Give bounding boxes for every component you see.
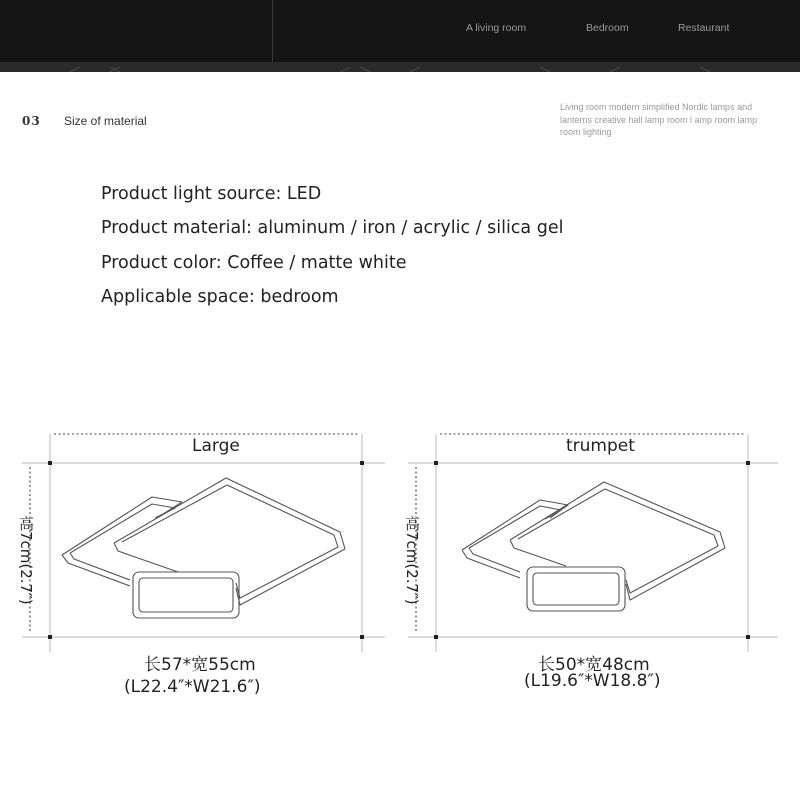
- small-lamp-outline: [462, 482, 725, 611]
- small-height-label: 高7cm(2.7″): [403, 516, 421, 605]
- nav-item-living-room[interactable]: A living room: [466, 22, 527, 34]
- small-size-in: (L19.6″*W18.8″): [524, 671, 661, 691]
- header-pattern-strip: [0, 62, 800, 72]
- large-height-label: 高7cm(2.7″): [17, 516, 35, 605]
- large-dimension-arrows: [30, 434, 358, 633]
- header-bar: [0, 0, 800, 62]
- header-divider: [272, 0, 273, 62]
- small-size-cm: 长50*宽48cm: [538, 655, 650, 675]
- dimension-drawing: [0, 420, 800, 710]
- spec-material: Product material: aluminum / iron / acrylic / silica gel: [101, 218, 564, 238]
- nav-item-restaurant[interactable]: Restaurant: [678, 22, 730, 34]
- spec-space: Applicable space: bedroom: [101, 287, 339, 307]
- section-number: 03: [22, 114, 41, 128]
- small-guide-lines: [408, 434, 778, 652]
- section-note: Living room modern simplified Nordic lamps and lanterns creative hall lamp room l amp room lamp room lighting: [560, 102, 758, 137]
- small-corner-markers: [434, 461, 750, 639]
- large-title: Large: [192, 436, 240, 456]
- large-lamp-outline: [62, 478, 345, 618]
- spec-color: Product color: Coffee / matte white: [101, 253, 407, 273]
- dimension-diagrams: [0, 420, 800, 710]
- nav-item-bedroom[interactable]: Bedroom: [586, 22, 629, 34]
- large-guide-lines: [22, 434, 385, 652]
- small-title: trumpet: [566, 436, 635, 456]
- large-size-in: (L22.4″*W21.6″): [124, 677, 261, 697]
- section-title: Size of material: [64, 114, 147, 128]
- spec-light-source: Product light source: LED: [101, 184, 322, 204]
- small-dimension-arrows: [416, 434, 744, 633]
- large-size-cm: 长57*宽55cm: [144, 655, 256, 675]
